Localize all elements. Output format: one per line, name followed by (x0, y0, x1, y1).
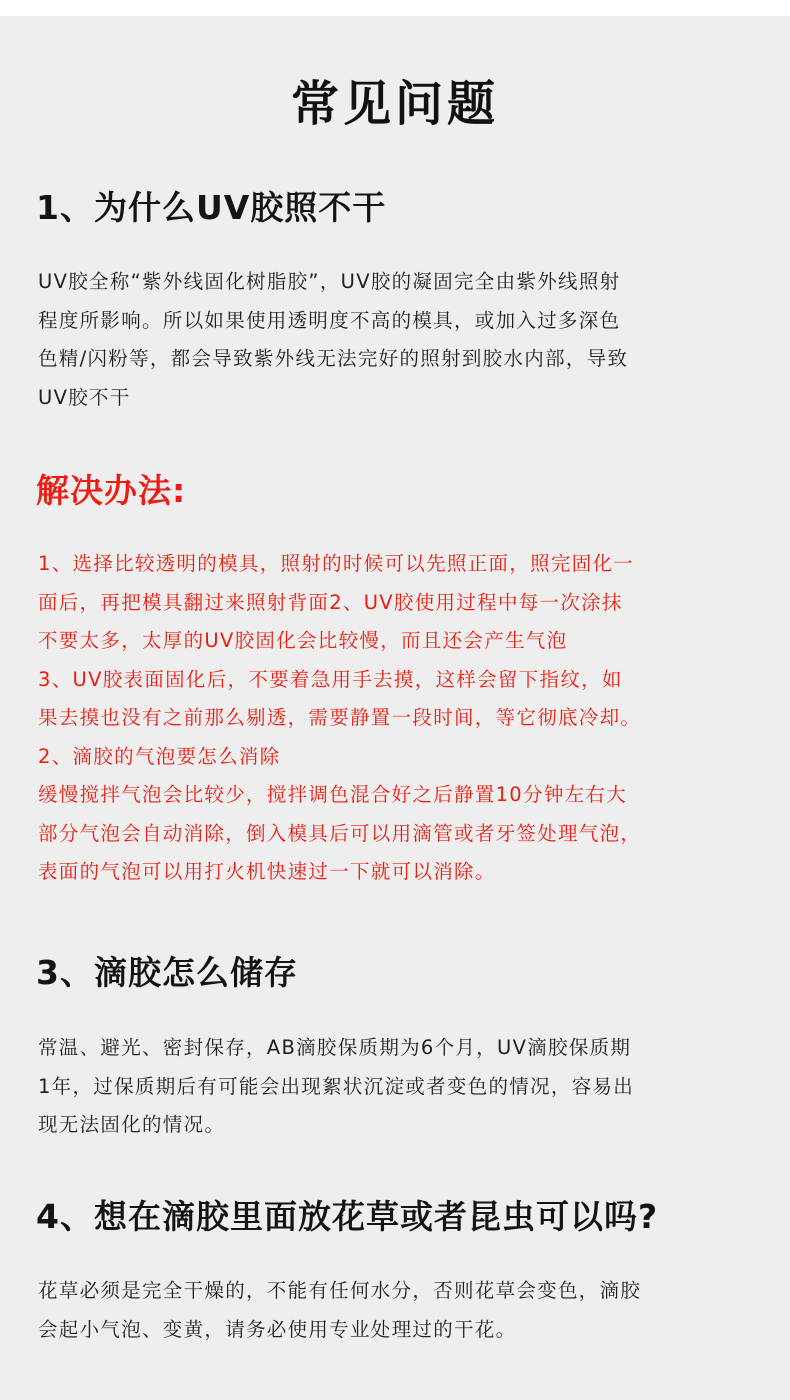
paragraph-solution (38, 545, 754, 892)
text-line: UV胶不干 (38, 385, 131, 409)
page-title: 常见问题 (290, 76, 499, 132)
text-line: 不要太多，太厚的UV胶固化会比较慢，而且还会产生气泡 (38, 629, 568, 652)
paragraph-storage (38, 1029, 754, 1145)
text-line: 1年，过保质期后有可能会出现絮状沉淀或者变色的情况，容易出 (38, 1074, 635, 1098)
text-line: 面后，再把模具翻过来照射背面2、UV胶使用过程中每一次涂抹 (38, 590, 623, 614)
text-line: 缓慢搅拌气泡会比较少，搅拌调色混合好之后静置10分钟左右大 (38, 783, 628, 806)
heading-flowers-insects: 4、想在滴胶里面放花草或者昆虫可以吗? (36, 1197, 659, 1236)
text-line: 色精/闪粉等，都会导致紫外线无法完好的照射到胶水内部，导致 (38, 347, 629, 370)
heading-uv-glue-not-drying: 1、为什么UV胶照不干 (36, 188, 387, 227)
text-line: 表面的气泡可以用打火机快速过一下就可以消除。 (38, 860, 496, 883)
text-line: 果去摸也没有之前那么剔透，需要静置一段时间，等它彻底冷却。 (38, 706, 642, 729)
text-line: 3、UV胶表面固化后，不要着急用手去摸，这样会留下指纹，如 (38, 667, 623, 691)
text-line: 会起小气泡、变黄，请务必使用专业处理过的干花。 (38, 1317, 517, 1341)
heading-storage: 3、滴胶怎么储存 (36, 953, 298, 992)
text-line: 部分气泡会自动消除，倒入模具后可以用滴管或者牙签处理气泡， (38, 821, 642, 845)
text-line: 2、滴胶的气泡要怎么消除 (38, 744, 281, 768)
text-line: 常温、避光、密封保存，AB滴胶保质期为6个月，UV滴胶保质期 (38, 1036, 632, 1059)
text-line: 花草必须是完全干燥的，不能有任何水分，否则花草会变色，滴胶 (38, 1279, 642, 1302)
heading-solution: 解决办法: (36, 471, 187, 510)
text-line: UV胶全称“紫外线固化树脂胶”，UV胶的凝固完全由紫外线照射 (38, 270, 621, 293)
text-line: 1、选择比较透明的模具，照射的时候可以先照正面，照完固化一 (38, 552, 635, 575)
paragraph-uv-glue-explanation (38, 263, 754, 417)
paragraph-flowers-insects (38, 1272, 754, 1349)
text-line: 程度所影响。所以如果使用透明度不高的模具，或加入过多深色 (38, 308, 621, 332)
text-line: 现无法固化的情况。 (38, 1113, 226, 1136)
